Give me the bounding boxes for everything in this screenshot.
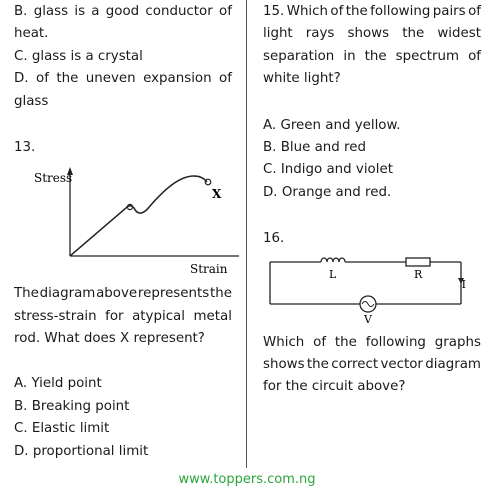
word: expansion — [143, 71, 212, 86]
word: good — [105, 4, 140, 19]
word: rays — [305, 26, 335, 41]
q16-text-line2 — [263, 356, 481, 374]
inductor-label: L — [329, 268, 337, 281]
q16-number: 16. — [263, 231, 285, 246]
word: shows — [347, 26, 390, 41]
q12-option-c: C. glass is a crystal — [14, 49, 143, 64]
word: correct — [331, 357, 379, 372]
word: following — [365, 335, 426, 350]
word: the — [209, 286, 232, 301]
q15-option-a: A. Green and yellow. — [263, 118, 401, 133]
word: the — [345, 4, 368, 19]
q15-text-line3 — [263, 48, 481, 66]
word: the — [402, 26, 425, 41]
q12-option-d-line2: glass — [14, 94, 49, 109]
q12-option-b-line2: heat. — [14, 26, 49, 41]
current-label: I — [461, 278, 466, 291]
footer-site-link[interactable]: www.toppers.com.ng — [178, 472, 316, 487]
inductor-coil — [321, 258, 345, 262]
word: the — [364, 49, 387, 64]
word: conductor — [145, 4, 213, 19]
word: diagram — [425, 357, 481, 372]
word: of — [468, 4, 481, 19]
q15-option-b: B. Blue and red — [263, 140, 366, 155]
word: graphs — [434, 335, 481, 350]
word: stress-strain — [14, 309, 97, 324]
x-point-marker — [205, 179, 211, 185]
word: 15. — [263, 4, 285, 19]
word: following — [370, 4, 431, 19]
word: metal — [193, 309, 232, 324]
word: the — [306, 357, 329, 372]
q13-text-line1 — [14, 285, 232, 303]
word: for — [105, 309, 124, 324]
word: of — [468, 49, 481, 64]
word: diagram — [39, 286, 96, 301]
word: of — [219, 71, 232, 86]
q15-option-d: D. Orange and red. — [263, 185, 392, 200]
word: above — [96, 286, 138, 301]
word: glass — [33, 4, 69, 19]
word: widest — [437, 26, 481, 41]
word: B. — [14, 4, 28, 19]
q12-option-d-line1 — [14, 70, 232, 88]
q13-number: 13. — [14, 140, 36, 155]
q13-option-d: D. proportional limit — [14, 444, 149, 459]
word: vector — [380, 357, 423, 372]
word: the — [334, 335, 357, 350]
word: uneven — [85, 71, 136, 86]
q12-option-b-line1 — [14, 3, 232, 21]
q15-text-line1 — [263, 3, 481, 21]
word: pairs — [432, 4, 466, 19]
word: The — [14, 286, 39, 301]
voltage-label: V — [364, 313, 372, 324]
word: represents — [137, 286, 210, 301]
q13-option-a: A. Yield point — [14, 376, 102, 391]
word: D. — [14, 71, 29, 86]
word: of — [36, 71, 49, 86]
q15-option-c: C. Indigo and violet — [263, 162, 393, 177]
x-point-label: X — [212, 187, 222, 201]
q16-text-line1 — [263, 334, 481, 352]
word: a — [91, 4, 100, 19]
word: of — [219, 4, 232, 19]
stress-strain-figure — [14, 164, 244, 284]
word: Which — [286, 4, 328, 19]
q13-text-line2 — [14, 308, 232, 326]
q15-text-line2 — [263, 25, 481, 43]
word: of — [313, 335, 327, 350]
word: separation — [263, 49, 335, 64]
q13-text-line3: rod. What does X represent? — [14, 331, 205, 346]
q15-text-line4: white light? — [263, 71, 341, 86]
y-axis-label: Stress — [34, 171, 73, 185]
word: of — [330, 4, 344, 19]
word: light — [263, 26, 293, 41]
rl-circuit-diagram — [266, 254, 466, 324]
q16-text-line3: for the circuit above? — [263, 379, 406, 394]
column-divider — [246, 0, 247, 468]
resistor — [406, 258, 430, 266]
word: spectrum — [395, 49, 460, 64]
x-axis-label: Strain — [190, 262, 228, 276]
ac-wave — [362, 302, 374, 307]
word: atypical — [132, 309, 185, 324]
q13-option-b: B. Breaking point — [14, 399, 130, 414]
word: the — [56, 71, 79, 86]
word: is — [74, 4, 86, 19]
word: shows — [263, 357, 305, 372]
resistor-label: R — [414, 268, 423, 281]
word: in — [343, 49, 356, 64]
q13-option-c: C. Elastic limit — [14, 421, 110, 436]
stress-strain-curve — [70, 176, 207, 256]
word: Which — [263, 335, 305, 350]
